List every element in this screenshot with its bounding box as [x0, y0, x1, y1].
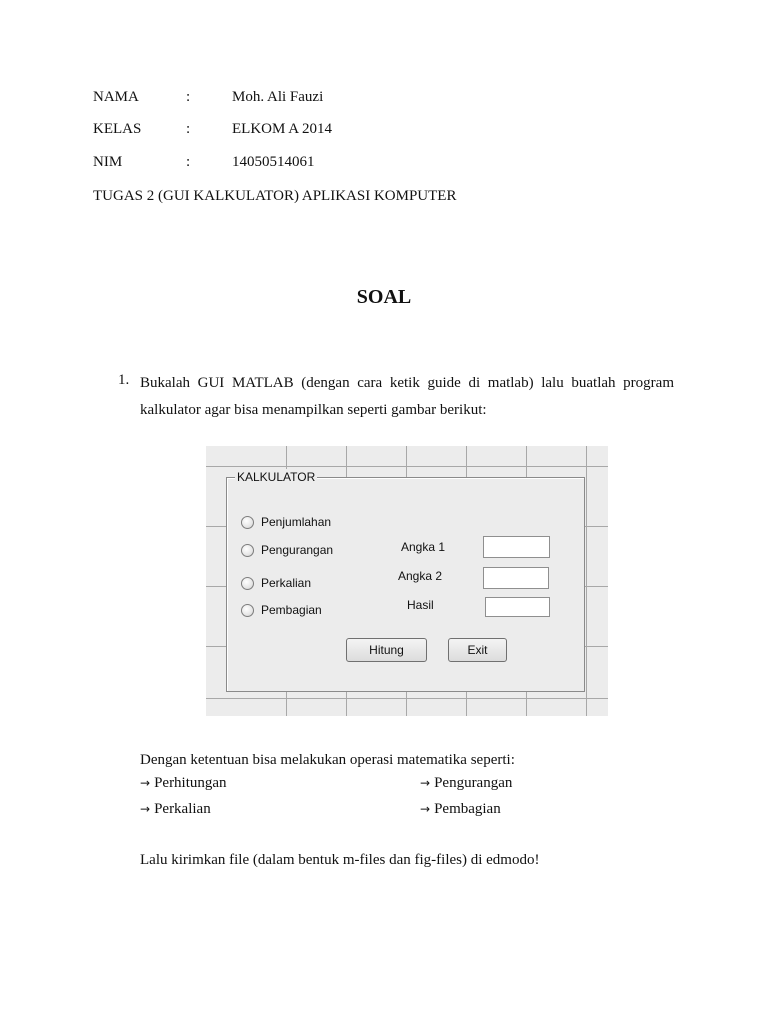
- radio-circle-icon: [241, 544, 254, 557]
- header-label: NAMA: [93, 89, 139, 105]
- radio-circle-icon: [241, 577, 254, 590]
- radio-pengurangan[interactable]: [241, 543, 333, 557]
- radio-circle-icon: [241, 516, 254, 529]
- condition-label: Pembagian: [434, 801, 501, 817]
- task-title: TUGAS 2 (GUI KALKULATOR) APLIKASI KOMPUTER: [93, 188, 457, 204]
- grid-line: [206, 698, 608, 699]
- question-number: 1.: [118, 372, 130, 388]
- condition-item-perhitungan: [140, 773, 227, 793]
- header-label: KELAS: [93, 121, 142, 137]
- panel-title: KALKULATOR: [237, 470, 316, 484]
- condition-item-pembagian: [420, 799, 501, 819]
- condition-item-perkalian: [140, 799, 211, 819]
- radio-label: Pembagian: [261, 603, 322, 617]
- radio-pembagian[interactable]: [241, 603, 322, 617]
- right-arrow-icon: →: [140, 776, 151, 790]
- radio-label: Perkalian: [261, 576, 312, 590]
- label-angka-2: Angka 2: [398, 569, 443, 583]
- angka-2-input[interactable]: [483, 567, 549, 589]
- label-angka-1: Angka 1: [401, 540, 446, 554]
- right-arrow-icon: →: [420, 776, 431, 790]
- angka-1-input[interactable]: [483, 536, 550, 558]
- gui-figure: [206, 446, 608, 716]
- header-value-class: ELKOM A 2014: [232, 121, 333, 137]
- condition-label: Perhitungan: [154, 775, 227, 791]
- radio-label: Penjumlahan: [261, 515, 332, 529]
- header-colon: :: [186, 121, 191, 137]
- header-colon: :: [186, 89, 191, 105]
- grid-line: [586, 446, 587, 716]
- header-colon: :: [186, 154, 191, 170]
- right-arrow-icon: →: [140, 802, 151, 816]
- grid-line: [206, 466, 608, 467]
- radio-label: Pengurangan: [261, 543, 334, 557]
- calculator-panel: [226, 470, 585, 692]
- exit-button[interactable]: Exit: [448, 638, 507, 662]
- hasil-output[interactable]: [485, 597, 550, 617]
- right-arrow-icon: →: [420, 802, 431, 816]
- conditions-intro: Dengan ketentuan bisa melakukan operasi matematika seperti:: [140, 752, 515, 768]
- header-value-nim: 14050514061: [232, 154, 315, 170]
- section-title: SOAL: [356, 286, 412, 308]
- condition-label: Pengurangan: [434, 775, 513, 791]
- condition-item-pengurangan: [420, 773, 512, 793]
- label-hasil: Hasil: [407, 598, 434, 612]
- condition-label: Perkalian: [154, 801, 211, 817]
- radio-circle-icon: [241, 604, 254, 617]
- radio-penjumlahan[interactable]: [241, 515, 331, 529]
- header-label: NIM: [93, 154, 123, 170]
- hitung-button[interactable]: Hitung: [346, 638, 427, 662]
- radio-perkalian[interactable]: [241, 576, 311, 590]
- closing-instruction: Lalu kirimkan file (dalam bentuk m-files dan fig-files) di edmodo!: [140, 852, 540, 868]
- question-text: Bukalah GUI MATLAB (dengan cara ketik guide di matlab) lalu buatlah program kalkulator agar bisa menampilkan seperti gambar berikut:: [140, 375, 674, 418]
- header-value-name: Moh. Ali Fauzi: [232, 89, 324, 105]
